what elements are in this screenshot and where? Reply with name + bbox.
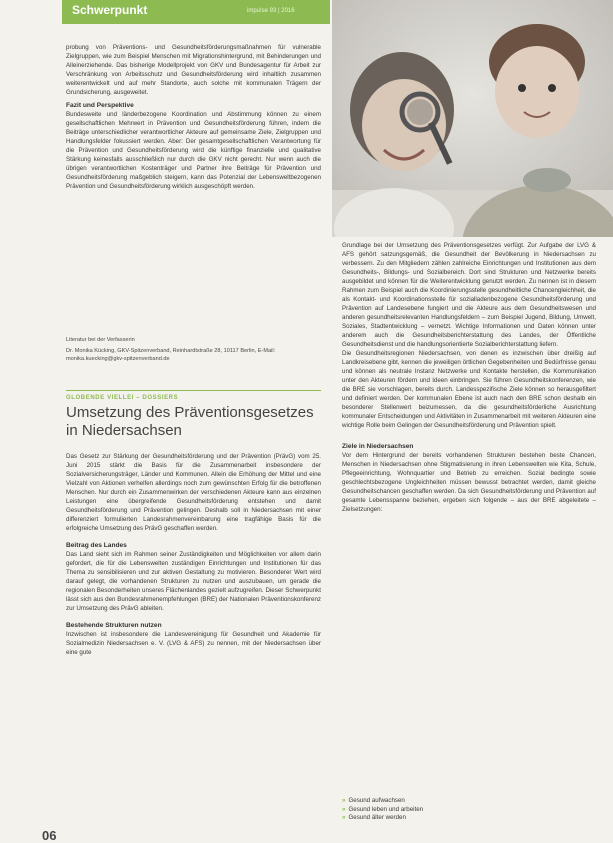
list-item: » Gesund leben und arbeiten: [342, 805, 424, 813]
bullet-marker-icon: »: [342, 805, 346, 813]
fazit-paragraph: Bundesweite und länderbezogene Koordination und Abstimmung können zu einem gesellschaftlichen Mehrwert in Prävention und Gesundheitsförderung führen, indem die Beiträge unterschiedlicher verantwortlicher Akteure auf gemeinsame Ziele, Zielgruppen und Handlungsfelder fokussiert werden. Aber: Der gesamtgesellschaftlichen Verantwortung für die Prävention und Gesundheitsförderung wird die künftige finanzielle und qualitative Stärkung keinesfalls ausschließlich nur durch die GKV nicht gerecht. Nur wenn auch die übrigen verantwortlichen Kostenträger und Partner ihre Beiträge für Prävention und Gesundheitsförderung maßgeblich steigern, kann das Potenzial der Lebensweltbezogenen Prävention und Gesundheitsförderung wirklich ausgeschöpft werden.: [66, 111, 321, 190]
author-credit: [66, 336, 321, 364]
beitrag-paragraph: Das Land sieht sich im Rahmen seiner Zuständigkeiten und Möglichkeiten vor allem darin gefordert, die für die Lebenswelten zuständigen Einrichtungen und Institutionen für das Thema zu sensibilisieren und zur aktiven Gestaltung zu motivieren. Besonderer Wert wird darauf gelegt, die vorhandenen Strukturen zu nutzen und auszubauen, um gerade die regionalen Besonderheiten unseres Flächenlandes gezielt aufzugreifen. Dieser Schwerpunkt lässt sich aus den Bundesrahmenempfehlungen (BRE) der Nationalen Präventionskonferenz zur Umsetzung des PrävG ableiten.: [66, 551, 321, 612]
bestehende-paragraph: Inzwischen ist insbesondere die Landesvereinigung für Gesundheit und Akademie für Sozialmedizin Niedersachsen e. V. (LVG & AFS) zu nennen, mit der Niedersachsen über eine gute: [66, 631, 321, 656]
article-intro: Das Gesetz zur Stärkung der Gesundheitsförderung und der Prävention (PrävG) vom 25. Juni 2015 stärkt die Basis für die Zusammenarbeit insbesondere der Sozialversicherungsträger, Länder und Kommunen. Allein die Erhöhung der Mittel und eine Vielzahl von Aktionen verhelfen allerdings noch zum gewünschten Erfolg für die betroffenen Menschen. Nur durch ein Zusammenwirken der verschiedenen Akteure kann aus einzelnen Leistungen eine übergreifende Gesundheitsförderung entstehen und damit Gesundheitsförderung und Prävention gelingen. Deshalb soll in Niedersachsen mit einer differenziert formulierten Landesrahmenvereinbarung eine tragfähige Basis für die erfolgreiche Umsetzung des PrävG geschaffen werden.: [66, 453, 321, 532]
issue-label: impu!se 93 | 2016: [247, 8, 295, 14]
right-paragraph-1: Grundlage bei der Umsetzung des Präventionsgesetzes verfügt. Zur Aufgabe der LVG & AFS gehört satzungsgemäß, die Gesundheit der Bevölkerung in Niedersachsen zu verbessern. Zu den Mitgliedern zählen zahlreiche Einrichtungen und Institutionen aus dem Gesundheits-, Bildungs- und Sozialbereich. Dort sind Strukturen und Netzwerke bereits ausgebildet und können für die Weiterentwicklung genutzt werden. Zu nennen ist in diesem Rahmen zum Beispiel auch die Koordinierungsstelle gesundheitliche Chancengleichheit, die als Kontakt- und Koordinationsstelle für sozialladenbezogene Gesundheitsförderung und Prävention auf Landesebene fungiert und die Akteure aus dem Gesundheitswesen und anderen gesundheitsrelevanten Handlungsfeldern – zum Beispiel Jugend, Bildung, Umwelt, Soziales, Stadtentwicklung – vernetzt. Wichtige Informationen und Daten können unter anderem auch die Gesundheitsberichterstattung des Landes, der Öffentliche Gesundheitsdienst und die handlungsorientierte Sozialberichterstattung liefern.: [342, 242, 596, 348]
list-item: » Gesund aufwachsen: [342, 797, 405, 804]
left-column-article: [66, 452, 321, 657]
credit-text: Dr. Monika Kücking, GKV-Spitzenverband, Reinhardtstraße 28, 10117 Berlin, E-Mail: monika.kuecking@gkv-spitzenverband.de: [66, 347, 276, 362]
goals-list: [342, 797, 596, 823]
bullet-marker-icon: »: [342, 814, 346, 821]
credit-label: Literatur bei der Verfasserin: [66, 337, 135, 343]
article-kicker: GLOBENDE VIELLEI – DOSSIERS: [66, 395, 179, 401]
section-header-band: [62, 0, 330, 24]
section-label: Schwerpunkt: [72, 3, 148, 17]
ziele-paragraph: Vor dem Hintergrund der bereits vorhandenen Strukturen bestehen beste Chancen, Menschen in Niedersachsen ohne Stigmatisierung in ihren Lebenswelten wie Kita, Schule, Pflegeeinrichtung, Wohnquartier und Betrieb zu erreichen. Sozial bedingte sowie geschlechtsbezogene Ungleichheiten müssen bewusst betrachtet werden, damit gleiche Gesundheitschancen geschaffen werden. Da sich Gesundheitsförderung und Prävention auf gesamte Lebensspanne beziehen, ergeben sich folgende – aus der BRE abgeleitete – Zielsetzungen:: [342, 452, 596, 513]
list-item: » Gesund älter werden: [342, 814, 406, 821]
article-title: Umsetzung des Präventionsgesetzes in Niedersachsen: [66, 404, 314, 439]
heading-bestehende: Bestehende Strukturen nutzen: [66, 622, 162, 629]
left-column-top: [66, 43, 321, 191]
children-photo: [332, 0, 613, 237]
heading-fazit: Fazit und Perspektive: [66, 102, 134, 109]
bullet-marker-icon: »: [342, 797, 346, 804]
heading-ziele: Ziele in Niedersachsen: [342, 443, 414, 450]
right-column: [342, 241, 596, 514]
photo-illustration: [332, 0, 613, 237]
divider-rule: [66, 390, 321, 391]
page-number: 06: [42, 828, 57, 843]
heading-beitrag: Beitrag des Landes: [66, 542, 127, 549]
right-paragraph-2: Die Gesundheitsregionen Niedersachsen, von denen es inzwischen über dreißig auf Landkreisebene gibt, kennen die jeweiligen örtlichen Gegebenheiten und Bedürfnisse genau und können als neutrale Instanz Netzwerke und Kontakte herstellen, die Kommunikation unter den Akteuren fördern und Ideen einbringen. Sie führen Gesundheitskonferenzen, wie die BRE sie vorschlagen, bereits durch. Landesspezifische Ziele können so herausgefiltert und definiert werden. Der kommunalen Ebene ist auch nach den BRE schon deshalb ein besonderer Stellenwert beizumessen, da die gesundheitsförderliche Ausrichtung kommunaler Entscheidungen und Aktivitäten in Zusammenarbeit mit weiteren Akteuren eine wichtige Rolle beim Gelingen der Gesundheitsförderung und Prävention spielt.: [342, 350, 596, 429]
intro-paragraph: probung von Präventions- und Gesundheitsförderungsmaßnahmen für vulnerable Zielgruppen, wie zum Beispiel Menschen mit Migrationshintergrund, mit Behinderungen und Alleinerziehende. Das bisherige Modellprojekt von GKV und Bundesagentur für Arbeit zur Verschränkung von Arbeitsschutz und Gesundheitsförderung wird inhaltlich zusammen weiterentwickelt und auf mehr Standorte, auch solche mit kommunalen Trägern der Grundsicherung, ausgeweitet.: [66, 44, 321, 96]
